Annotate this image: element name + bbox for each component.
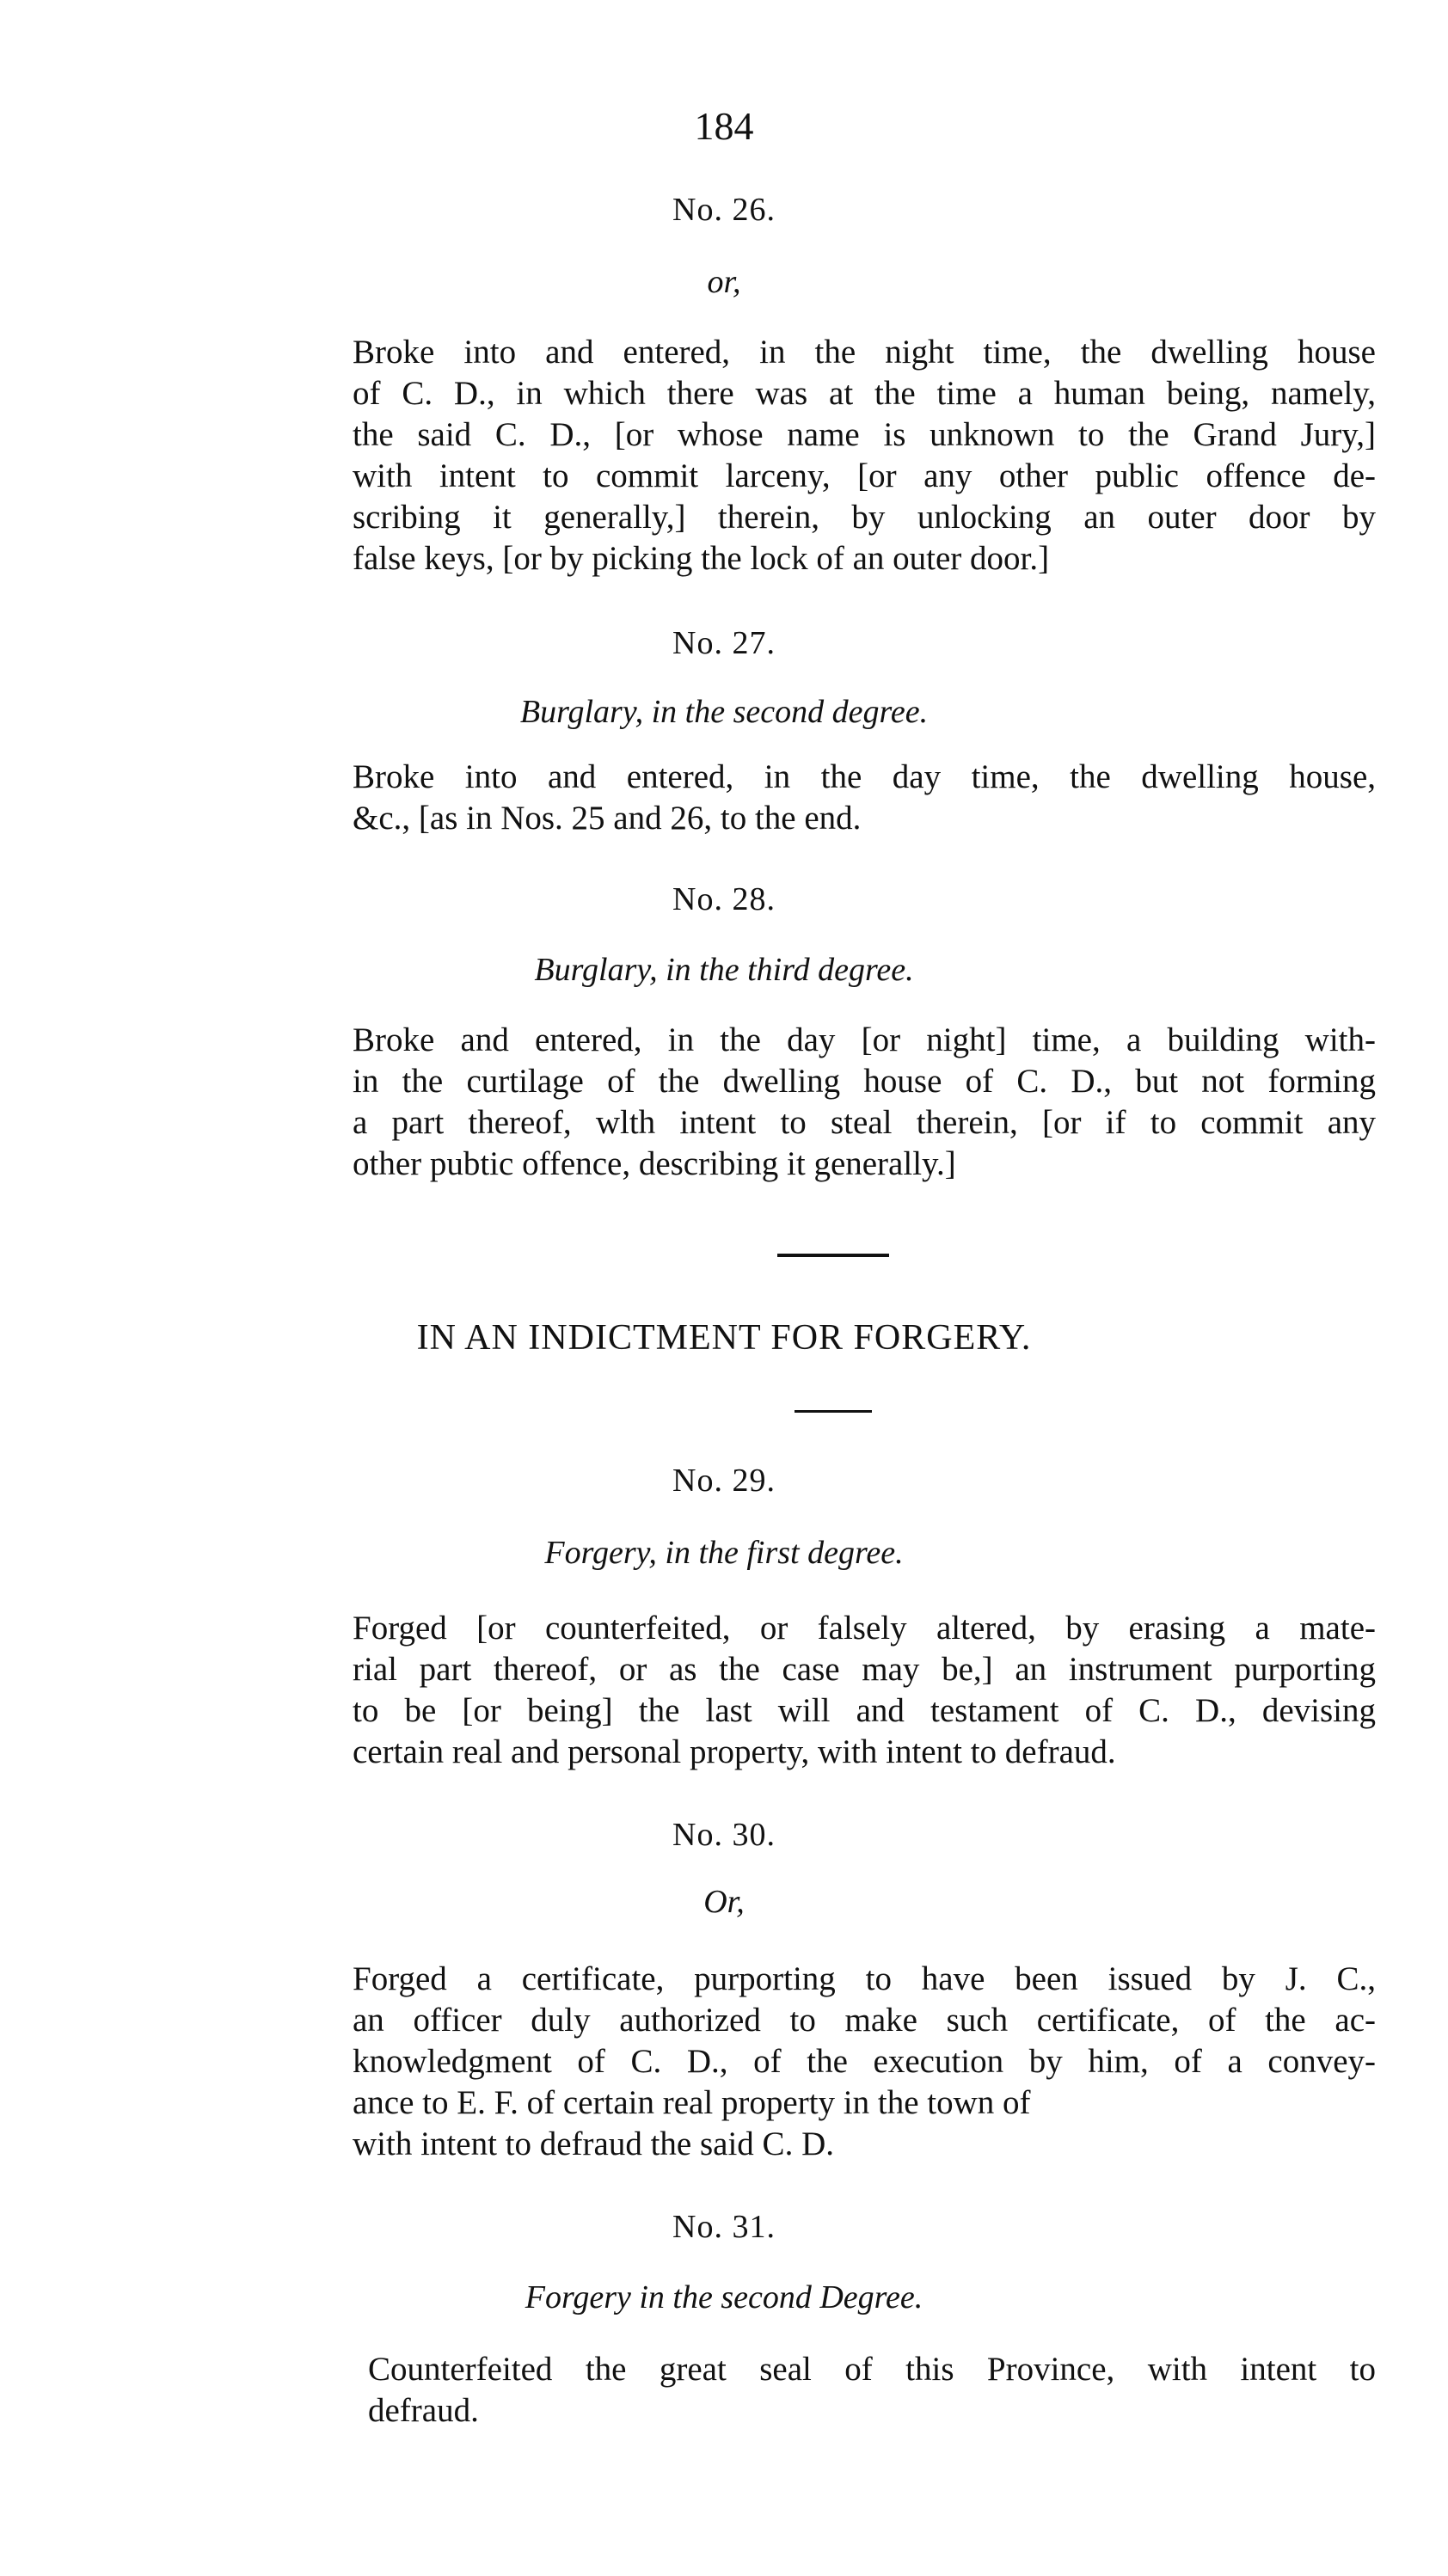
paragraph-line: rial part thereof, or as the case may be,] an instrument purporting [353,1651,1376,1688]
section-number-30: No. 30. [672,1817,776,1853]
section-subtitle-26: or, [707,264,741,300]
section-divider [795,1410,872,1413]
paragraph-line: to be [or being] the last will and testament of C. D., devising [353,1692,1376,1729]
section-subtitle-30: Or, [703,1884,745,1920]
paragraph-line: an officer duly authorized to make such certificate, of the ac- [353,2002,1376,2039]
section-heading: IN AN INDICTMENT FOR FORGERY. [416,1318,1032,1358]
section-number-26: No. 26. [672,192,776,228]
paragraph-line: Broke into and entered, in the night time, the dwelling house [353,334,1376,371]
section-subtitle-28: Burglary, in the third degree. [534,952,914,988]
section-divider [777,1254,889,1257]
paragraph-line: scribing it generally,] therein, by unlocking an outer door by [353,499,1376,536]
paragraph-line: other pubtic offence, describing it generally.] [353,1145,956,1182]
paragraph-line: of C. D., in which there was at the time a human being, namely, [353,375,1376,412]
section-subtitle-27: Burglary, in the second degree. [519,694,929,730]
paragraph-line: a part thereof, wlth intent to steal therein, [or if to commit any [353,1104,1376,1141]
paragraph-line: ance to E. F. of certain real property in the town of [353,2084,1031,2121]
paragraph-line: the said C. D., [or whose name is unknown to the Grand Jury,] [353,416,1376,453]
paragraph-line: &c., [as in Nos. 25 and 26, to the end. [353,800,862,837]
section-subtitle-29: Forgery, in the first degree. [544,1535,904,1571]
page-number: 184 [694,104,754,148]
section-subtitle-31: Forgery in the second Degree. [525,2279,923,2315]
paragraph-line: Broke and entered, in the day [or night] time, a building with- [353,1021,1376,1058]
section-number-28: No. 28. [672,881,776,917]
section-number-29: No. 29. [672,1463,776,1499]
paragraph-line: false keys, [or by picking the lock of an outer door.] [353,540,1050,577]
section-number-27: No. 27. [672,625,776,661]
paragraph-line: Forged [or counterfeited, or falsely altered, by erasing a mate- [353,1610,1376,1647]
section-number-31: No. 31. [672,2209,776,2245]
paragraph-line: defraud. [368,2392,479,2429]
paragraph-line: knowledgment of C. D., of the execution by him, of a convey- [353,2043,1376,2080]
paragraph-line: certain real and personal property, with intent to defraud. [353,1733,1116,1770]
paragraph-line: in the curtilage of the dwelling house of C. D., but not forming [353,1063,1376,1100]
paragraph-line: Broke into and entered, in the day time, the dwelling house, [353,758,1376,795]
paragraph-line: Counterfeited the great seal of this Province, with intent to [368,2351,1376,2388]
paragraph-line: Forged a certificate, purporting to have been issued by J. C., [353,1960,1376,1997]
paragraph-line: with intent to defraud the said C. D. [353,2125,834,2162]
paragraph-line: with intent to commit larceny, [or any other public offence de- [353,457,1376,494]
